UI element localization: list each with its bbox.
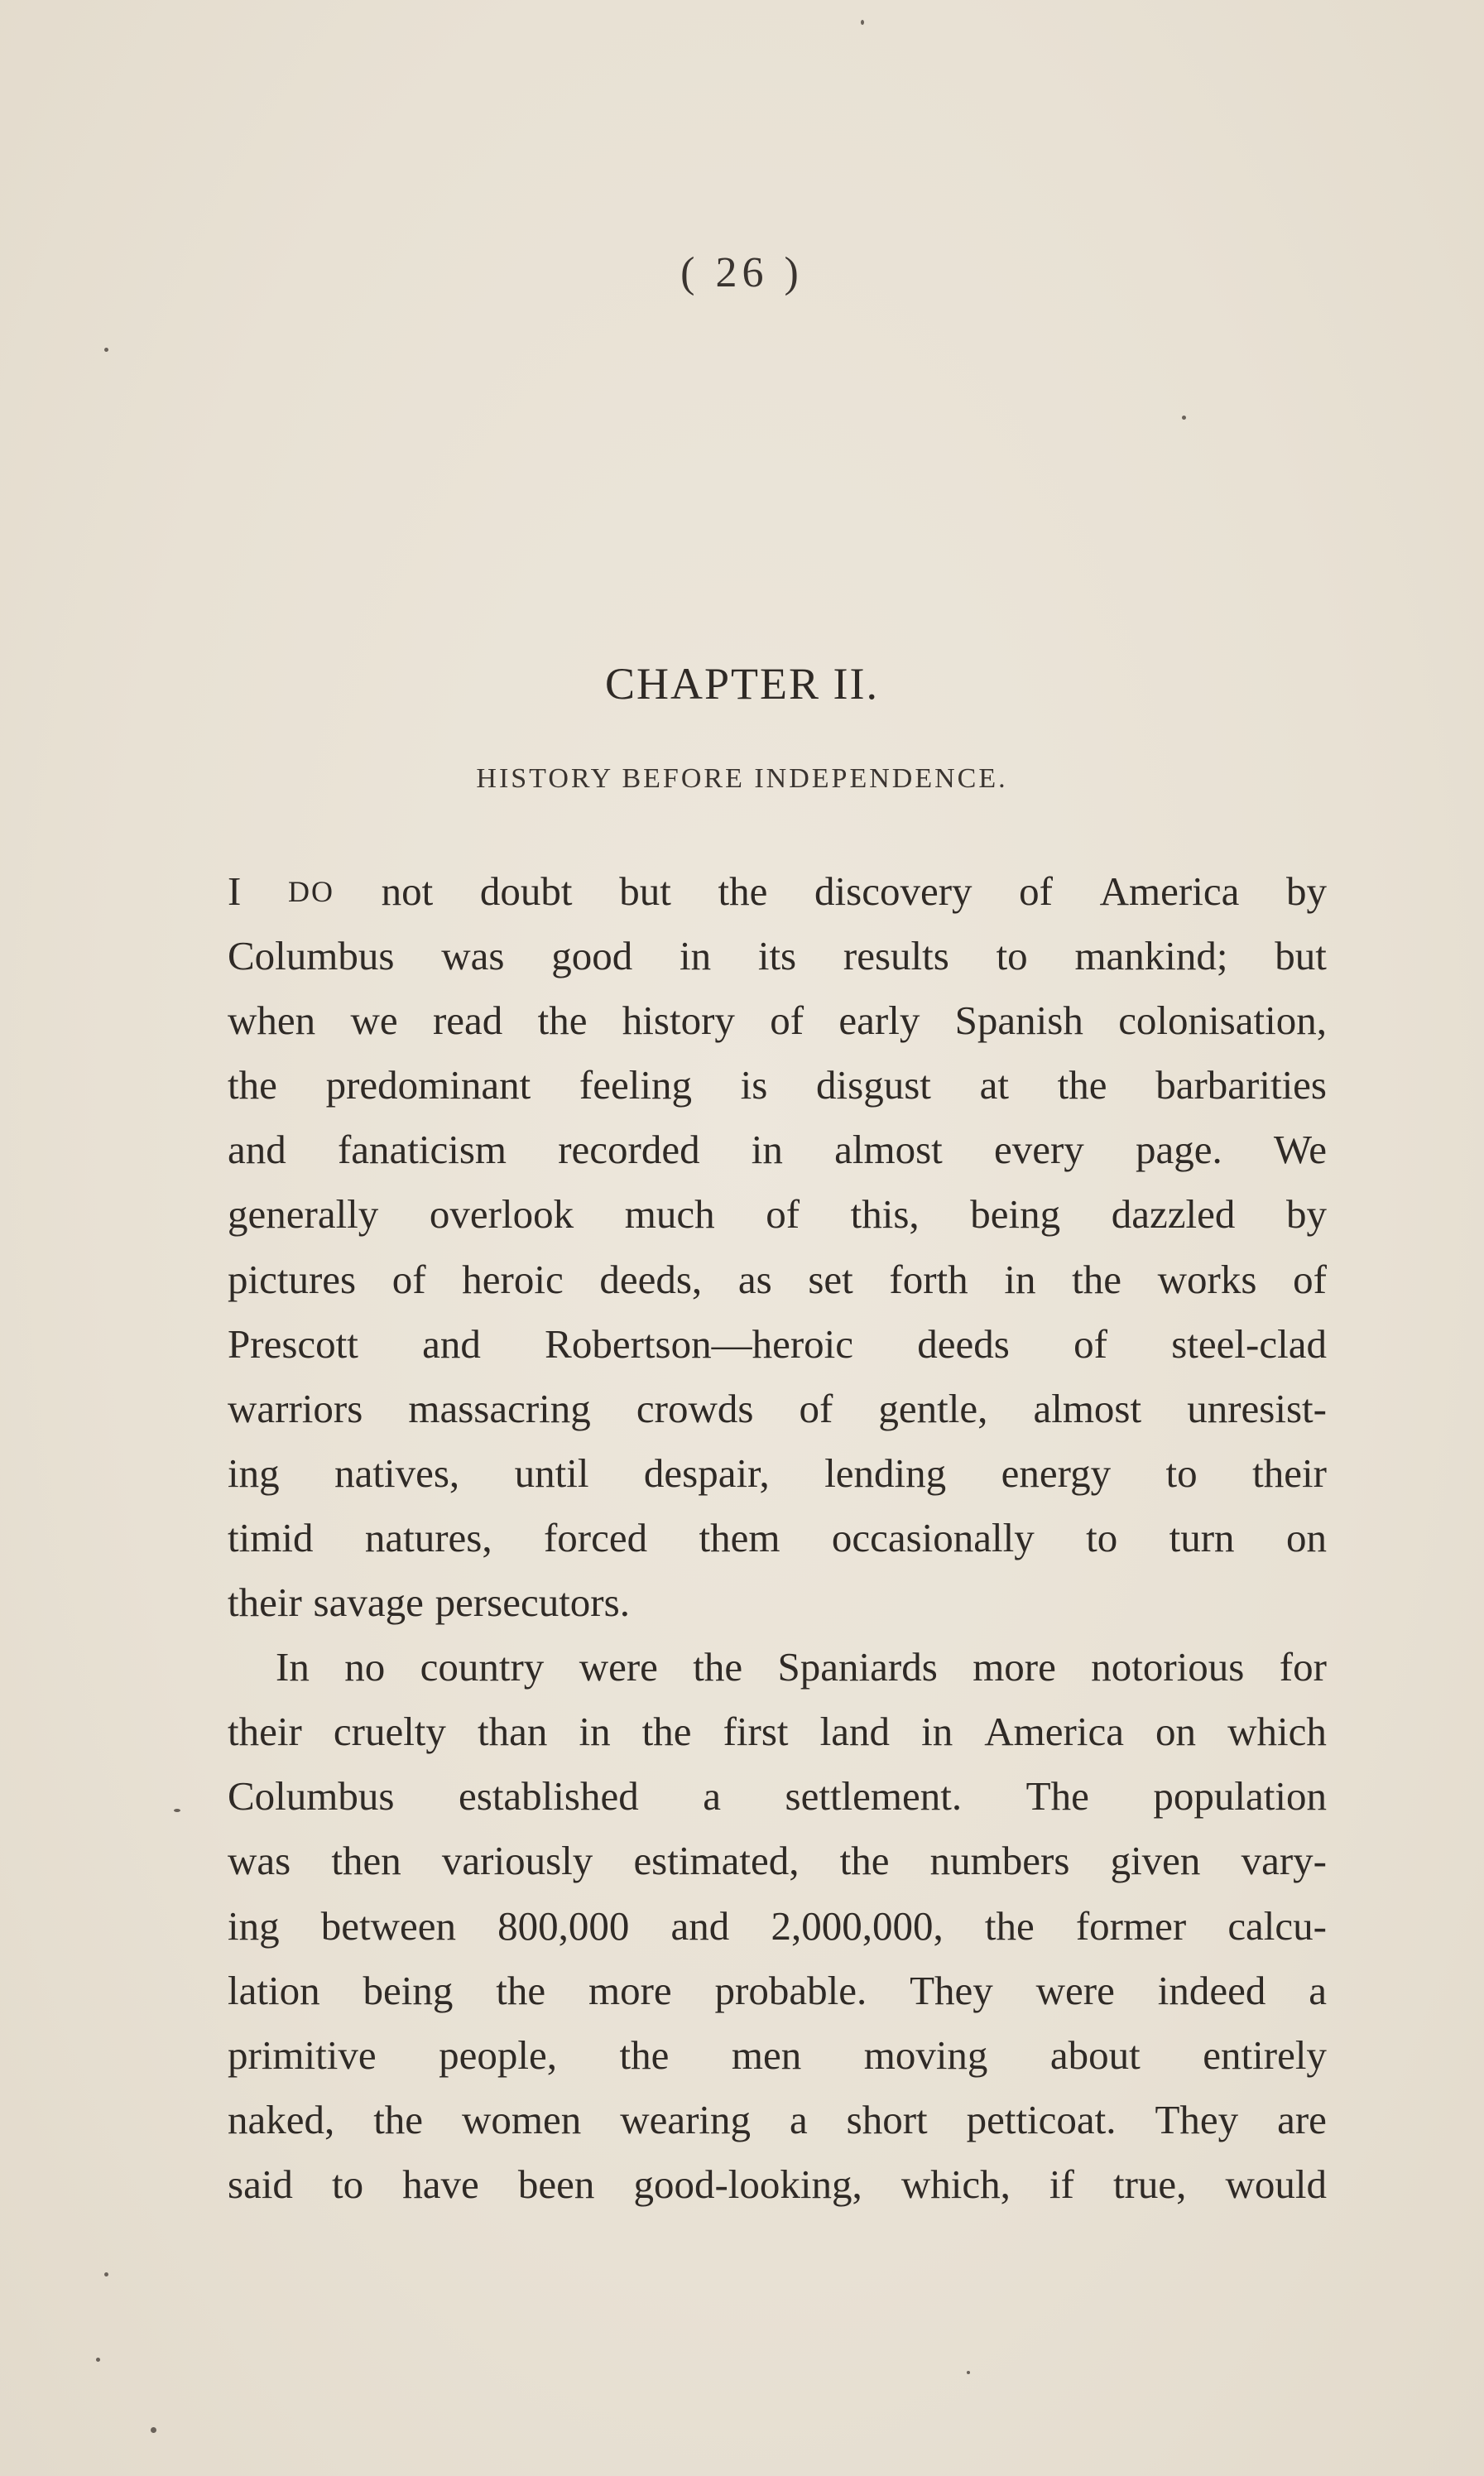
word: their: [228, 1579, 302, 1626]
word: savage: [313, 1579, 424, 1626]
word: of: [799, 1385, 833, 1431]
word: the: [228, 1062, 277, 1108]
word: which: [1227, 1709, 1327, 1755]
word: natures,: [364, 1514, 492, 1560]
word: Columbus: [228, 933, 395, 979]
text-line: [228, 1700, 1327, 1764]
word: numbers: [929, 1838, 1070, 1884]
word: 800,000: [497, 1902, 630, 1949]
word: given: [1110, 1838, 1201, 1884]
word: America: [1099, 868, 1240, 914]
word: generally: [228, 1191, 379, 1238]
word: the: [839, 1838, 890, 1884]
word: established: [459, 1773, 639, 1820]
word: the: [373, 2096, 424, 2142]
word: about: [1049, 2031, 1141, 2078]
word: 2,000,000,: [771, 1902, 944, 1949]
text-line: [228, 2023, 1327, 2088]
word: dazzled: [1111, 1191, 1236, 1238]
word: then: [331, 1838, 401, 1884]
word: at: [979, 1062, 1009, 1108]
word: forth: [889, 1256, 968, 1302]
word: The: [1025, 1773, 1089, 1820]
paper-speck: [967, 2371, 970, 2374]
word: by: [1286, 868, 1327, 914]
text-line: [228, 859, 1327, 924]
text-line: [228, 1118, 1327, 1182]
word: unresist-: [1187, 1385, 1327, 1431]
word: true,: [1112, 2161, 1187, 2207]
text-line: [228, 1959, 1327, 2023]
word: much: [624, 1191, 715, 1238]
word: of: [766, 1191, 800, 1238]
word: mankind;: [1074, 933, 1228, 979]
word: land: [819, 1709, 890, 1755]
word: than: [478, 1709, 548, 1755]
word: probable.: [714, 1967, 867, 2013]
word: They: [910, 1967, 993, 2013]
word: women: [462, 2096, 582, 2142]
word: deeds,: [599, 1256, 703, 1302]
word: occasionally: [831, 1514, 1035, 1560]
body-text: [228, 859, 1327, 2217]
word: short: [846, 2096, 928, 2142]
word: by: [1285, 1191, 1327, 1238]
word: of: [770, 998, 804, 1044]
word: as: [737, 1256, 772, 1302]
word: of: [1019, 868, 1053, 914]
word: heroic: [462, 1256, 564, 1302]
word: was: [228, 1838, 291, 1884]
word: country: [420, 1644, 545, 1690]
word: the: [718, 868, 768, 914]
word: on: [1285, 1514, 1327, 1560]
word: In: [276, 1644, 310, 1690]
word: predominant: [325, 1062, 531, 1108]
word: timid: [228, 1514, 314, 1560]
text-line: [228, 1894, 1327, 1959]
word: discovery: [814, 868, 973, 914]
word: estimated,: [633, 1838, 800, 1884]
text-line: [228, 1182, 1327, 1247]
word: Spaniards: [777, 1644, 938, 1690]
word: feeling: [579, 1062, 692, 1108]
word: the: [641, 1709, 692, 1755]
text-line: [228, 2088, 1327, 2152]
word: on: [1155, 1709, 1197, 1755]
paper-speck: [1182, 416, 1186, 420]
word: lending: [824, 1450, 947, 1496]
word: more: [973, 1644, 1056, 1690]
text-line: [228, 1829, 1327, 1893]
word: read: [432, 998, 503, 1044]
word: naked,: [228, 2096, 335, 2142]
text-line: [228, 1506, 1327, 1570]
paper-speck: [96, 2358, 100, 2362]
word: vary-: [1241, 1838, 1327, 1884]
word: of: [1293, 1256, 1327, 1302]
word: pictures: [228, 1256, 357, 1302]
word: barbarities: [1155, 1062, 1327, 1108]
word: lation: [228, 1967, 320, 2013]
word: cruelty: [333, 1709, 446, 1755]
word: when: [228, 998, 316, 1044]
word: to: [1086, 1514, 1118, 1560]
word: the: [1072, 1256, 1121, 1302]
word: the: [693, 1644, 743, 1690]
word: been: [517, 2161, 595, 2207]
word: fanaticism: [337, 1127, 507, 1173]
word: the: [537, 998, 588, 1044]
word: until: [514, 1450, 589, 1496]
text-line: [228, 1570, 1327, 1635]
word: more: [588, 1967, 672, 2013]
word: which,: [900, 2161, 1011, 2207]
word: the: [984, 1902, 1035, 1949]
word: disgust: [816, 1062, 931, 1108]
word: steel-clad: [1171, 1320, 1327, 1367]
word: America: [984, 1709, 1124, 1755]
word: warriors: [228, 1385, 363, 1431]
word: forced: [543, 1514, 648, 1560]
word: Robertson—heroic: [545, 1320, 854, 1367]
word: but: [1275, 933, 1327, 979]
word: would: [1225, 2161, 1327, 2207]
word: petticoat.: [966, 2096, 1117, 2142]
word: a: [789, 2096, 808, 2142]
word: we: [350, 998, 398, 1044]
word: good: [551, 933, 633, 979]
word: are: [1277, 2096, 1327, 2142]
word: calcu-: [1227, 1902, 1327, 1949]
word: people,: [439, 2031, 557, 2078]
word: primitive: [228, 2031, 377, 2078]
word: doubt: [479, 868, 573, 914]
word: Spanish: [954, 998, 1083, 1044]
text-line: [228, 1377, 1327, 1441]
text-line: [228, 1248, 1327, 1312]
text-line: [228, 1441, 1327, 1506]
word: energy: [1001, 1450, 1112, 1496]
word: their: [228, 1709, 302, 1755]
text-line: [228, 1053, 1327, 1118]
word: indeed: [1157, 1967, 1266, 2013]
word: natives,: [334, 1450, 460, 1496]
word: men: [731, 2031, 802, 2078]
word: in: [921, 1709, 953, 1755]
chapter-subtitle: HISTORY BEFORE INDEPENDENCE.: [476, 763, 1008, 794]
word: Columbus: [228, 1773, 395, 1820]
word: have: [402, 2161, 479, 2207]
word: despair,: [643, 1450, 770, 1496]
word: every: [993, 1127, 1084, 1173]
word: settlement.: [785, 1773, 963, 1820]
word: its: [757, 933, 797, 979]
word: gentle,: [878, 1385, 988, 1431]
word: deeds: [917, 1320, 1010, 1367]
word: good-looking,: [633, 2161, 862, 2207]
word: the: [1057, 1062, 1107, 1108]
text-line: [228, 2152, 1327, 2217]
word: moving: [863, 2031, 988, 2078]
word: We: [1273, 1127, 1327, 1173]
word: for: [1279, 1644, 1327, 1690]
text-line: [228, 988, 1327, 1053]
word: colonisation,: [1118, 998, 1327, 1044]
word: in: [679, 933, 712, 979]
word: history: [622, 998, 735, 1044]
word: recorded: [558, 1127, 700, 1173]
paper-speck: [861, 20, 864, 25]
text-line: [228, 1312, 1327, 1377]
word: turn: [1169, 1514, 1235, 1560]
word: to: [996, 933, 1028, 979]
word: first: [723, 1709, 789, 1755]
word: if: [1049, 2161, 1074, 2207]
word: to: [332, 2161, 364, 2207]
word: was: [441, 933, 505, 979]
word: almost: [1033, 1385, 1142, 1431]
word: works: [1157, 1256, 1257, 1302]
word: in: [1004, 1256, 1036, 1302]
word: is: [740, 1062, 768, 1108]
word: I: [228, 868, 242, 914]
word: in: [579, 1709, 611, 1755]
word: almost: [834, 1127, 943, 1173]
word: Prescott: [228, 1320, 358, 1367]
word: them: [699, 1514, 780, 1560]
word: and: [228, 1127, 286, 1173]
word: ing: [228, 1902, 280, 1949]
word: not: [381, 868, 434, 914]
word: overlook: [429, 1191, 574, 1238]
word: said: [228, 2161, 293, 2207]
word: results: [843, 933, 949, 979]
word: a: [1309, 1967, 1327, 2013]
word: entirely: [1203, 2031, 1327, 2078]
word: their: [1252, 1450, 1327, 1496]
word: page.: [1135, 1127, 1222, 1173]
word: of: [1073, 1320, 1107, 1367]
word: of: [391, 1256, 426, 1302]
page-number: ( 26 ): [680, 249, 804, 296]
word: and: [670, 1902, 730, 1949]
paper-speck: [104, 348, 108, 352]
word: wearing: [620, 2096, 752, 2142]
word: notorious: [1091, 1644, 1245, 1690]
word: early: [838, 998, 920, 1044]
word: to: [1165, 1450, 1198, 1496]
word: the: [619, 2031, 670, 2078]
paper-speck: [151, 2427, 156, 2433]
word: between: [320, 1902, 457, 1949]
word: being: [970, 1191, 1061, 1238]
paper-speck: [174, 1809, 180, 1812]
text-line: [228, 1635, 1327, 1700]
word: the: [496, 1967, 546, 2013]
word: were: [1035, 1967, 1115, 2013]
word: DO: [287, 875, 334, 908]
word: former: [1075, 1902, 1187, 1949]
word: no: [344, 1644, 386, 1690]
word: were: [579, 1644, 658, 1690]
word: They: [1155, 2096, 1239, 2142]
word: persecutors.: [435, 1579, 630, 1626]
word: massacring: [408, 1385, 591, 1431]
chapter-title: CHAPTER II.: [605, 659, 879, 709]
text-line: [228, 924, 1327, 988]
word: set: [808, 1256, 853, 1302]
word: population: [1153, 1773, 1327, 1820]
word: being: [363, 1967, 454, 2013]
text-line: [228, 1764, 1327, 1829]
word: this,: [850, 1191, 920, 1238]
word: but: [619, 868, 671, 914]
word: ing: [228, 1450, 280, 1496]
word: variously: [441, 1838, 593, 1884]
paper-speck: [104, 2272, 108, 2276]
word: crowds: [636, 1385, 754, 1431]
word: in: [751, 1127, 783, 1173]
word: a: [703, 1773, 721, 1820]
word: and: [422, 1320, 481, 1367]
